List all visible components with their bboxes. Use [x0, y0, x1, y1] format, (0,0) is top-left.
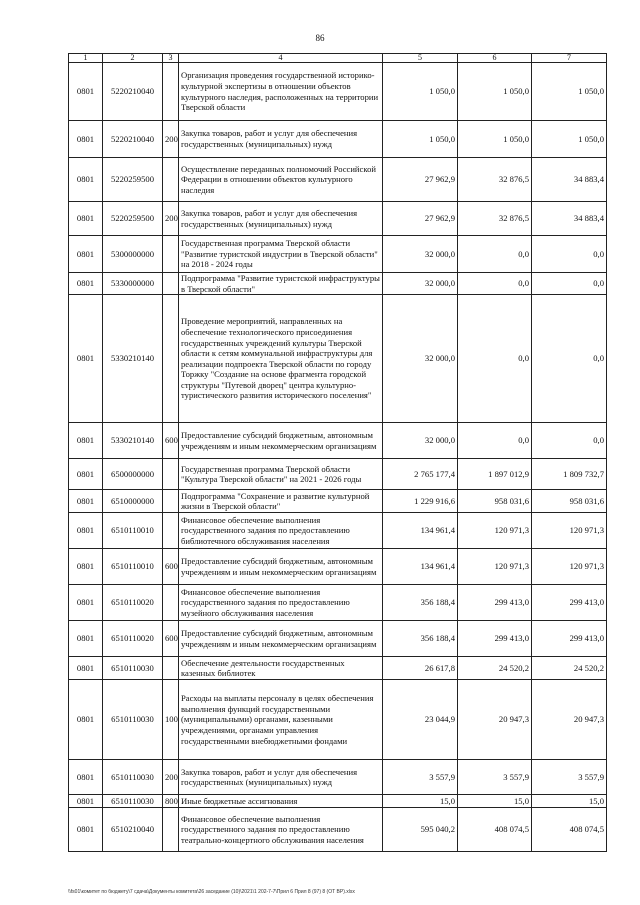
table-row	[69, 158, 607, 202]
item-name-cell: Финансовое обеспечение выполнения государственного задания по предоставлению театрально-концертного обслуживания населения	[179, 808, 383, 852]
amount-cell-col6: 24 520,2	[458, 657, 532, 680]
section-code-cell: 0801	[69, 657, 103, 680]
amount-cell-col7: 120 971,3	[532, 549, 607, 585]
table-row	[69, 295, 607, 423]
item-name-cell: Финансовое обеспечение выполнения государственного задания по предоставлению музейного обслуживания населения	[179, 585, 383, 621]
section-code-cell: 0801	[69, 513, 103, 549]
table-row	[69, 657, 607, 680]
amount-cell-col6: 1 050,0	[458, 121, 532, 158]
amount-cell-col7: 408 074,5	[532, 808, 607, 852]
amount-cell-col5: 26 617,8	[383, 657, 458, 680]
expense-type-cell: 200	[163, 202, 179, 236]
amount-cell-col5: 1 229 916,6	[383, 490, 458, 513]
section-code-cell: 0801	[69, 760, 103, 795]
amount-cell-col7: 120 971,3	[532, 513, 607, 549]
expense-type-cell	[163, 808, 179, 852]
amount-cell-col7: 34 883,4	[532, 158, 607, 202]
target-code-cell: 6510000000	[103, 490, 163, 513]
expense-type-cell: 800	[163, 795, 179, 808]
item-name-cell: Расходы на выплаты персоналу в целях обеспечения выполнения функций государственными (муниципальными) органами, казенными учреждениями, органами управления государственными внебюджетными фондами	[179, 680, 383, 760]
amount-cell-col5: 32 000,0	[383, 273, 458, 295]
section-code-cell: 0801	[69, 158, 103, 202]
target-code-cell: 6510110030	[103, 795, 163, 808]
target-code-cell: 6510110010	[103, 549, 163, 585]
table-row	[69, 459, 607, 490]
item-name-cell: Проведение мероприятий, направленных на обеспечение технологического присоединения государственных учреждений культуры Тверской области к сетям коммунальной инфраструктуры для реализации подпроекта Тверской области по городу Торжку "Создание на основе фрагмента городской структуры "Путевой дворец" центра культурно-туристического развития исторического поселения"	[179, 295, 383, 423]
page-number: 86	[315, 33, 325, 43]
amount-cell-col5: 595 040,2	[383, 808, 458, 852]
amount-cell-col6: 0,0	[458, 273, 532, 295]
section-code-cell: 0801	[69, 273, 103, 295]
table-row	[69, 585, 607, 621]
table-row	[69, 490, 607, 513]
table-row	[69, 549, 607, 585]
table-row	[69, 236, 607, 273]
target-code-cell: 6510110030	[103, 760, 163, 795]
column-header: 3	[163, 54, 179, 63]
amount-cell-col5: 23 044,9	[383, 680, 458, 760]
section-code-cell: 0801	[69, 236, 103, 273]
amount-cell-col6: 958 031,6	[458, 490, 532, 513]
item-name-cell: Иные бюджетные ассигнования	[179, 795, 383, 808]
section-code-cell: 0801	[69, 202, 103, 236]
amount-cell-col7: 299 413,0	[532, 621, 607, 657]
item-name-cell: Подпрограмма "Сохранение и развитие культурной жизни в Тверской области"	[179, 490, 383, 513]
expense-type-cell	[163, 585, 179, 621]
item-name-cell: Осуществление переданных полномочий Российской Федерации в отношении объектов культурного наследия	[179, 158, 383, 202]
target-code-cell: 6510110030	[103, 657, 163, 680]
column-header: 1	[69, 54, 103, 63]
table-row	[69, 202, 607, 236]
column-header: 2	[103, 54, 163, 63]
section-code-cell: 0801	[69, 680, 103, 760]
column-header: 5	[383, 54, 458, 63]
item-name-cell: Предоставление субсидий бюджетным, автономным учреждениям и иным некоммерческим организациям	[179, 621, 383, 657]
expense-type-cell	[163, 63, 179, 121]
item-name-cell: Закупка товаров, работ и услуг для обеспечения государственных (муниципальных) нужд	[179, 121, 383, 158]
section-code-cell: 0801	[69, 808, 103, 852]
amount-cell-col5: 32 000,0	[383, 236, 458, 273]
section-code-cell: 0801	[69, 490, 103, 513]
target-code-cell: 6510210040	[103, 808, 163, 852]
target-code-cell: 5220259500	[103, 202, 163, 236]
amount-cell-col6: 120 971,3	[458, 549, 532, 585]
table-row	[69, 513, 607, 549]
amount-cell-col7: 0,0	[532, 273, 607, 295]
table-row	[69, 795, 607, 808]
target-code-cell: 6510110020	[103, 585, 163, 621]
target-code-cell: 5330000000	[103, 273, 163, 295]
amount-cell-col7: 1 050,0	[532, 121, 607, 158]
amount-cell-col7: 15,0	[532, 795, 607, 808]
amount-cell-col7: 299 413,0	[532, 585, 607, 621]
section-code-cell: 0801	[69, 295, 103, 423]
expense-type-cell: 200	[163, 760, 179, 795]
expense-type-cell: 100	[163, 680, 179, 760]
amount-cell-col6: 15,0	[458, 795, 532, 808]
amount-cell-col5: 27 962,9	[383, 158, 458, 202]
amount-cell-col5: 356 188,4	[383, 621, 458, 657]
amount-cell-col7: 34 883,4	[532, 202, 607, 236]
target-code-cell: 6500000000	[103, 459, 163, 490]
amount-cell-col6: 20 947,3	[458, 680, 532, 760]
amount-cell-col5: 134 961,4	[383, 549, 458, 585]
item-name-cell: Предоставление субсидий бюджетным, автономным учреждениям и иным некоммерческим организациям	[179, 423, 383, 459]
expense-type-cell	[163, 459, 179, 490]
amount-cell-col6: 0,0	[458, 236, 532, 273]
expense-type-cell: 600	[163, 549, 179, 585]
amount-cell-col6: 3 557,9	[458, 760, 532, 795]
table-row	[69, 760, 607, 795]
amount-cell-col5: 27 962,9	[383, 202, 458, 236]
item-name-cell: Финансовое обеспечение выполнения государственного задания по предоставлению библиотечного обслуживания населения	[179, 513, 383, 549]
amount-cell-col5: 1 050,0	[383, 63, 458, 121]
expense-type-cell	[163, 158, 179, 202]
item-name-cell: Государственная программа Тверской области "Культура Тверской области" на 2021 - 2026 годы	[179, 459, 383, 490]
amount-cell-col6: 32 876,5	[458, 158, 532, 202]
section-code-cell: 0801	[69, 121, 103, 158]
item-name-cell: Закупка товаров, работ и услуг для обеспечения государственных (муниципальных) нужд	[179, 202, 383, 236]
expense-type-cell	[163, 657, 179, 680]
item-name-cell: Подпрограмма "Развитие туристской инфраструктуры в Тверской области"	[179, 273, 383, 295]
amount-cell-col7: 0,0	[532, 423, 607, 459]
amount-cell-col5: 2 765 177,4	[383, 459, 458, 490]
budget-table	[68, 53, 607, 852]
amount-cell-col7: 20 947,3	[532, 680, 607, 760]
target-code-cell: 5220210040	[103, 121, 163, 158]
amount-cell-col7: 1 050,0	[532, 63, 607, 121]
table-body	[69, 63, 607, 852]
table-row	[69, 423, 607, 459]
table-row	[69, 621, 607, 657]
expense-type-cell	[163, 273, 179, 295]
amount-cell-col5: 134 961,4	[383, 513, 458, 549]
amount-cell-col6: 299 413,0	[458, 621, 532, 657]
amount-cell-col7: 0,0	[532, 236, 607, 273]
amount-cell-col6: 408 074,5	[458, 808, 532, 852]
amount-cell-col6: 120 971,3	[458, 513, 532, 549]
amount-cell-col6: 32 876,5	[458, 202, 532, 236]
target-code-cell: 6510110010	[103, 513, 163, 549]
target-code-cell: 5220259500	[103, 158, 163, 202]
expense-type-cell: 600	[163, 423, 179, 459]
expense-type-cell	[163, 295, 179, 423]
item-name-cell: Организация проведения государственной историко-культурной экспертизы в отношении объектов культурного наследия, расположенных на территории Тверской области	[179, 63, 383, 121]
item-name-cell: Предоставление субсидий бюджетным, автономным учреждениям и иным некоммерческим организациям	[179, 549, 383, 585]
section-code-cell: 0801	[69, 423, 103, 459]
amount-cell-col7: 3 557,9	[532, 760, 607, 795]
item-name-cell: Обеспечение деятельности государственных казенных библиотек	[179, 657, 383, 680]
table-row	[69, 808, 607, 852]
expense-type-cell	[163, 513, 179, 549]
amount-cell-col5: 32 000,0	[383, 295, 458, 423]
column-header: 7	[532, 54, 607, 63]
section-code-cell: 0801	[69, 621, 103, 657]
expense-type-cell	[163, 236, 179, 273]
section-code-cell: 0801	[69, 459, 103, 490]
table-row	[69, 121, 607, 158]
section-code-cell: 0801	[69, 795, 103, 808]
item-name-cell: Закупка товаров, работ и услуг для обеспечения государственных (муниципальных) нужд	[179, 760, 383, 795]
column-header: 6	[458, 54, 532, 63]
section-code-cell: 0801	[69, 585, 103, 621]
expense-type-cell: 200	[163, 121, 179, 158]
target-code-cell: 5330210140	[103, 295, 163, 423]
amount-cell-col7: 958 031,6	[532, 490, 607, 513]
amount-cell-col6: 0,0	[458, 295, 532, 423]
target-code-cell: 5220210040	[103, 63, 163, 121]
amount-cell-col5: 15,0	[383, 795, 458, 808]
column-header: 4	[179, 54, 383, 63]
table-row	[69, 63, 607, 121]
section-code-cell: 0801	[69, 549, 103, 585]
file-path-footer: \\fs01\комитет по бюджету\7 сдача\Документы комитета\26 заседание (10)\2021\1 202-7-7\Прил 6 Прил 8 (97) 8 (ОТ ВР).xlsx	[68, 889, 355, 895]
item-name-cell: Государственная программа Тверской области "Развитие туристской индустрии в Тверской области" на 2018 - 2024 годы	[179, 236, 383, 273]
amount-cell-col7: 24 520,2	[532, 657, 607, 680]
amount-cell-col5: 32 000,0	[383, 423, 458, 459]
amount-cell-col7: 1 809 732,7	[532, 459, 607, 490]
amount-cell-col5: 356 188,4	[383, 585, 458, 621]
table-row	[69, 680, 607, 760]
amount-cell-col7: 0,0	[532, 295, 607, 423]
amount-cell-col6: 1 897 012,9	[458, 459, 532, 490]
target-code-cell: 6510110030	[103, 680, 163, 760]
target-code-cell: 5330210140	[103, 423, 163, 459]
table-row	[69, 273, 607, 295]
expense-type-cell	[163, 490, 179, 513]
amount-cell-col6: 1 050,0	[458, 63, 532, 121]
amount-cell-col6: 299 413,0	[458, 585, 532, 621]
target-code-cell: 5300000000	[103, 236, 163, 273]
section-code-cell: 0801	[69, 63, 103, 121]
target-code-cell: 6510110020	[103, 621, 163, 657]
expense-type-cell: 600	[163, 621, 179, 657]
column-number-row	[69, 54, 607, 63]
amount-cell-col6: 0,0	[458, 423, 532, 459]
amount-cell-col5: 3 557,9	[383, 760, 458, 795]
amount-cell-col5: 1 050,0	[383, 121, 458, 158]
